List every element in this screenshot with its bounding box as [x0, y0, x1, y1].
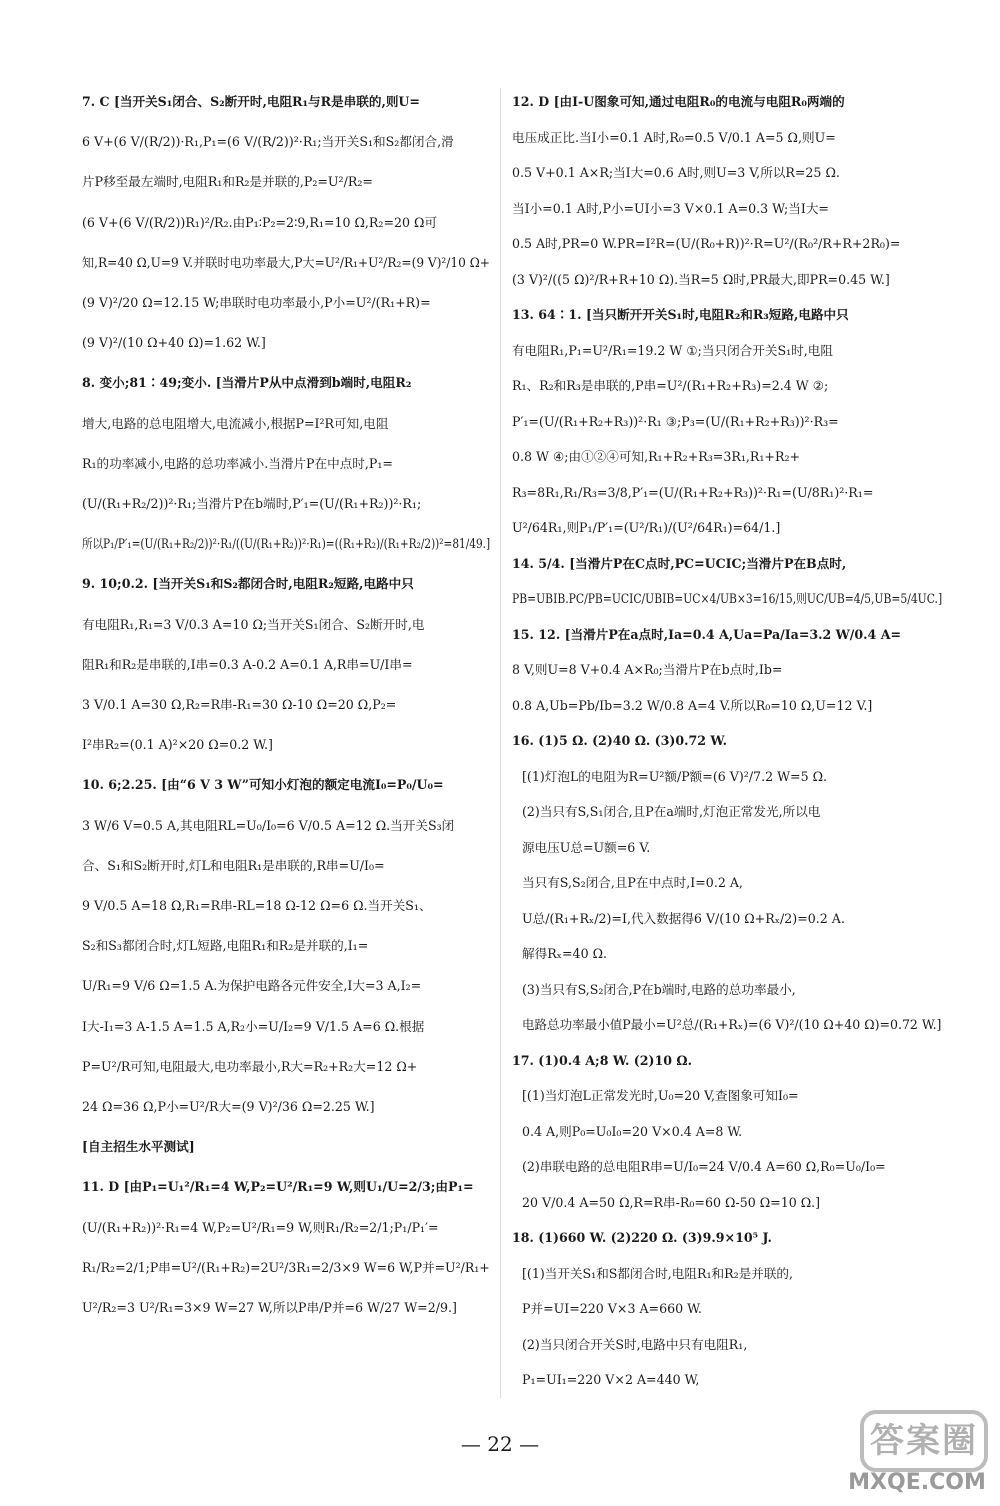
answer-heading-line: 16. (1)5 Ω. (2)40 Ω. (3)0.72 W. — [512, 733, 727, 748]
answer-text-line: 3 W/6 V=0.5 A,其电阻RL=U₀/I₀=6 V/0.5 A=12 Ω.当开关S₃闭 — [82, 817, 455, 833]
answer-text-line: 有电阻R₁,P₁=U²/R₁=19.2 W ①;当只闭合开关S₁时,电阻 — [512, 342, 833, 358]
answer-text-line: R₃=8R₁,R₁/R₃=3/8,P′₁=(U/(R₁+R₂+R₃))²·R₁=(U/8R₁)²·R₁= — [512, 484, 874, 500]
column-divider — [500, 88, 501, 1398]
answer-text-line: (2)串联电路的总电阻R串=U/I₀=24 V/0.4 A=60 Ω,R₀=U₀/I₀= — [522, 1159, 886, 1174]
answer-text-line: [(1)当灯泡L正常发光时,U₀=20 V,查图象可知I₀= — [522, 1088, 799, 1103]
answer-text-line: 有电阻R₁,R₁=3 V/0.3 A=10 Ω;当开关S₁闭合、S₂断开时,电 — [82, 616, 425, 632]
answer-text-line: (2)当只闭合开关S时,电路中只有电阻R₁, — [522, 1336, 748, 1352]
answer-text-line: P₁=UI₁=220 V×2 A=440 W, — [522, 1372, 700, 1387]
answer-text-line: 片P移至最左端时,电阻R₁和R₂是并联的,P₂=U²/R₂= — [82, 174, 373, 190]
answer-text-line: R₁的功率减小,电路的总功率减小.当滑片P在中点时,P₁= — [82, 455, 393, 471]
answer-text-line: (2)当只有S,S₁闭合,且P在a端时,灯泡正常发光,所以电 — [522, 804, 821, 819]
answer-text-line: 所以P₁/P′₁=(U/(R₁+R₂/2))²·R₁/((U/(R₁+R₂))²·R₁)=((R₁+R₂)/(R₁+R₂/2))²=81/49.] — [82, 536, 491, 552]
watermark-url: MXQE.COM — [848, 1470, 986, 1495]
answer-heading-line: 8. 变小;81∶49;变小. [当滑片P从中点滑到b端时,电阻R₂ — [82, 375, 412, 391]
answer-text-line: R₁、R₂和R₃是串联的,P串=U²/(R₁+R₂+R₃)=2.4 W ②; — [512, 378, 829, 393]
answer-heading-line: 14. 5/4. [当滑片P在C点时,PC=UCIC;当滑片P在B点时, — [512, 555, 847, 571]
answer-text-line: 阻R₁和R₂是串联的,I串=0.3 A-0.2 A=0.1 A,R串=U/I串= — [82, 656, 413, 672]
answer-text-line: (3)当只有S,S₂闭合,P在b端时,电路的总功率最小, — [522, 981, 796, 997]
answer-text-line: U²/64R₁,则P₁/P′₁=(U²/R₁)/(U²/64R₁)=64/1.] — [512, 520, 781, 535]
answer-heading-line: [自主招生水平测试] — [82, 1139, 195, 1155]
answer-text-line: [(1)当开关S₁和S都闭合时,电阻R₁和R₂是并联的, — [522, 1265, 794, 1281]
answer-text-line: (9 V)²/(10 Ω+40 Ω)=1.62 W.] — [82, 335, 266, 351]
answer-text-line: 电路总功率最小值P最小=U²总/(R₁+Rₓ)=(6 V)²/(10 Ω+40 Ω)=0.72 W.] — [522, 1017, 942, 1032]
answer-text-line: R₁/R₂=2/1;P串=U²/(R₁+R₂)=2U²/3R₁=2/3×9 W=6 W,P并=U²/R₁+ — [82, 1259, 490, 1275]
answer-text-line: 知,R=40 Ω,U=9 V.并联时电功率最大,P大=U²/R₁+U²/R₂=(9 V)²/10 Ω+ — [82, 254, 490, 270]
answer-text-line: 0.5 V+0.1 A×R;当I大=0.6 A时,则U=3 V,所以R=25 Ω. — [512, 165, 840, 180]
answer-text-line: 0.8 A,Ub=Pb/Ib=3.2 W/0.8 A=4 V.所以R₀=10 Ω,U=12 V.] — [512, 697, 873, 713]
answer-text-line: 合、S₁和S₂断开时,灯L和电阻R₁是串联的,R串=U/I₀= — [82, 857, 385, 873]
answer-text-line: 增大,电路的总电阻增大,电流减小,根据P=I²R可知,电阻 — [82, 415, 389, 431]
answer-text-line: 0.4 A,则P₀=U₀I₀=20 V×0.4 A=8 W. — [522, 1123, 743, 1139]
answer-text-line: 解得Rₓ=40 Ω. — [522, 946, 608, 961]
answer-text-line: U总/(R₁+Rₓ/2)=I,代入数据得6 V/(10 Ω+Rₓ/2)=0.2 A. — [522, 910, 845, 926]
answer-text-line: 24 Ω=36 Ω,P小=U²/R大=(9 V)²/36 Ω=2.25 W.] — [82, 1099, 375, 1114]
answer-heading-line: 12. D [由I-U图象可知,通过电阻R₀的电流与电阻R₀两端的 — [512, 94, 845, 109]
answer-text-line: P=U²/R可知,电阻最大,电功率最小,R大=R₂+R₂大=12 Ω+ — [82, 1058, 418, 1074]
answer-text-line: 0.8 W ④;由①②④可知,R₁+R₂+R₃=3R₁,R₁+R₂+ — [512, 449, 801, 464]
answer-text-line: (6 V+(6 V/(R/2))R₁)²/R₂.由P₁∶P₂=2∶9,R₁=10 Ω,R₂=20 Ω可 — [82, 214, 438, 230]
answer-heading-line: 9. 10;0.2. [当开关S₁和S₂都闭合时,电阻R₂短路,电路中只 — [82, 576, 414, 592]
answer-text-line: (U/(R₁+R₂))²·R₁=4 W,P₂=U²/R₁=9 W,则R₁/R₂=2/1;P₁/P₁′= — [82, 1219, 439, 1235]
watermark-text: 答案圈 — [860, 1410, 988, 1472]
answer-text-line: P并=UI=220 V×3 A=660 W. — [522, 1301, 702, 1316]
answer-text-line: [(1)灯泡L的电阻为R=U²额/P额=(6 V)²/7.2 W=5 Ω. — [522, 768, 828, 784]
answer-heading-line: 17. (1)0.4 A;8 W. (2)10 Ω. — [512, 1052, 692, 1068]
answer-text-line: 6 V+(6 V/(R/2))·R₁,P₁=(6 V/(R/2))²·R₁;当开关S₁和S₂都闭合,滑 — [82, 134, 454, 150]
answer-text-line: P′₁=(U/(R₁+R₂+R₃))²·R₁ ③;P₃=(U/(R₁+R₂+R₃))²·R₃= — [512, 413, 839, 429]
answer-text-line: U²/R₂=3 U²/R₁=3×9 W=27 W,所以P串/P并=6 W/27 W=2/9.] — [82, 1300, 457, 1315]
answer-text-line: PB=UBIB.PC/PB=UCIC/UBIB=UC×4/UB×3=16/15,则UC/UB=4/5,UB=5/4UC.] — [512, 591, 943, 606]
answer-text-line: 0.5 A时,PR=0 W.PR=I²R=(U/(R₀+R))²·R=U²/(R₀²/R+R+2R₀)= — [512, 236, 901, 251]
answer-text-line: 8 V,则U=8 V+0.4 A×R₀;当滑片P在b点时,Ib= — [512, 662, 783, 677]
answer-text-line: 3 V/0.1 A=30 Ω,R₂=R串-R₁=30 Ω-10 Ω=20 Ω,P₂= — [82, 697, 397, 712]
answer-text-line: 源电压U总=U额=6 V. — [522, 839, 651, 855]
answer-text-line: 电压成正比.当I小=0.1 A时,R₀=0.5 V/0.1 A=5 Ω,则U= — [512, 129, 836, 145]
answer-text-line: 20 V/0.4 A=50 Ω,R=R串-R₀=60 Ω-50 Ω=10 Ω.] — [522, 1194, 821, 1210]
answer-text-line: 9 V/0.5 A=18 Ω,R₁=R串-RL=18 Ω-12 Ω=6 Ω.当开关S₁、 — [82, 898, 432, 913]
answer-text-line: (3 V)²/((5 Ω)²/R+R+10 Ω).当R=5 Ω时,PR最大,即PR=0.45 W.] — [512, 271, 890, 287]
answer-text-line: (9 V)²/20 Ω=12.15 W;串联时电功率最小,P小=U²/(R₁+R)= — [82, 295, 431, 310]
answer-text-line: (U/(R₁+R₂/2))²·R₁;当滑片P在b端时,P′₁=(U/(R₁+R₂))²·R₁; — [82, 496, 422, 511]
answer-text-line: 当只有S,S₂闭合,且P在中点时,I=0.2 A, — [522, 875, 743, 890]
watermark-logo — [836, 1406, 986, 1498]
answer-text-line: S₂和S₃都闭合时,灯L短路,电阻R₁和R₂是并联的,I₁= — [82, 938, 369, 954]
answer-text-line: U/R₁=9 V/6 Ω=1.5 A.为保护电路各元件安全,I大=3 A,I₂= — [82, 978, 422, 994]
answer-heading-line: 18. (1)660 W. (2)220 Ω. (3)9.9×10⁵ J. — [512, 1230, 772, 1245]
answer-heading-line: 15. 12. [当滑片P在a点时,Ia=0.4 A,Ua=Pa/Ia=3.2 W/0.4 A= — [512, 626, 902, 642]
answer-heading-line: 10. 6;2.25. [由“6 V 3 W”可知小灯泡的额定电流I₀=P₀/U₀= — [82, 777, 444, 793]
answer-heading-line: 11. D [由P₁=U₁²/R₁=4 W,P₂=U²/R₁=9 W,则U₁/U=2/3;由P₁= — [82, 1179, 474, 1195]
answer-heading-line: 7. C [当开关S₁闭合、S₂断开时,电阻R₁与R是串联的,则U= — [82, 94, 420, 109]
answer-text-line: I大-I₁=3 A-1.5 A=1.5 A,R₂小=U/I₂=9 V/1.5 A=6 Ω.根据 — [82, 1018, 425, 1034]
answer-text-line: 当I小=0.1 A时,P小=UI小=3 V×0.1 A=0.3 W;当I大= — [512, 200, 829, 216]
answer-text-line: I²串R₂=(0.1 A)²×20 Ω=0.2 W.] — [82, 737, 273, 753]
answer-heading-line: 13. 64∶1. [当只断开开关S₁时,电阻R₂和R₃短路,电路中只 — [512, 307, 849, 322]
page-number: — 22 — — [460, 1432, 540, 1456]
